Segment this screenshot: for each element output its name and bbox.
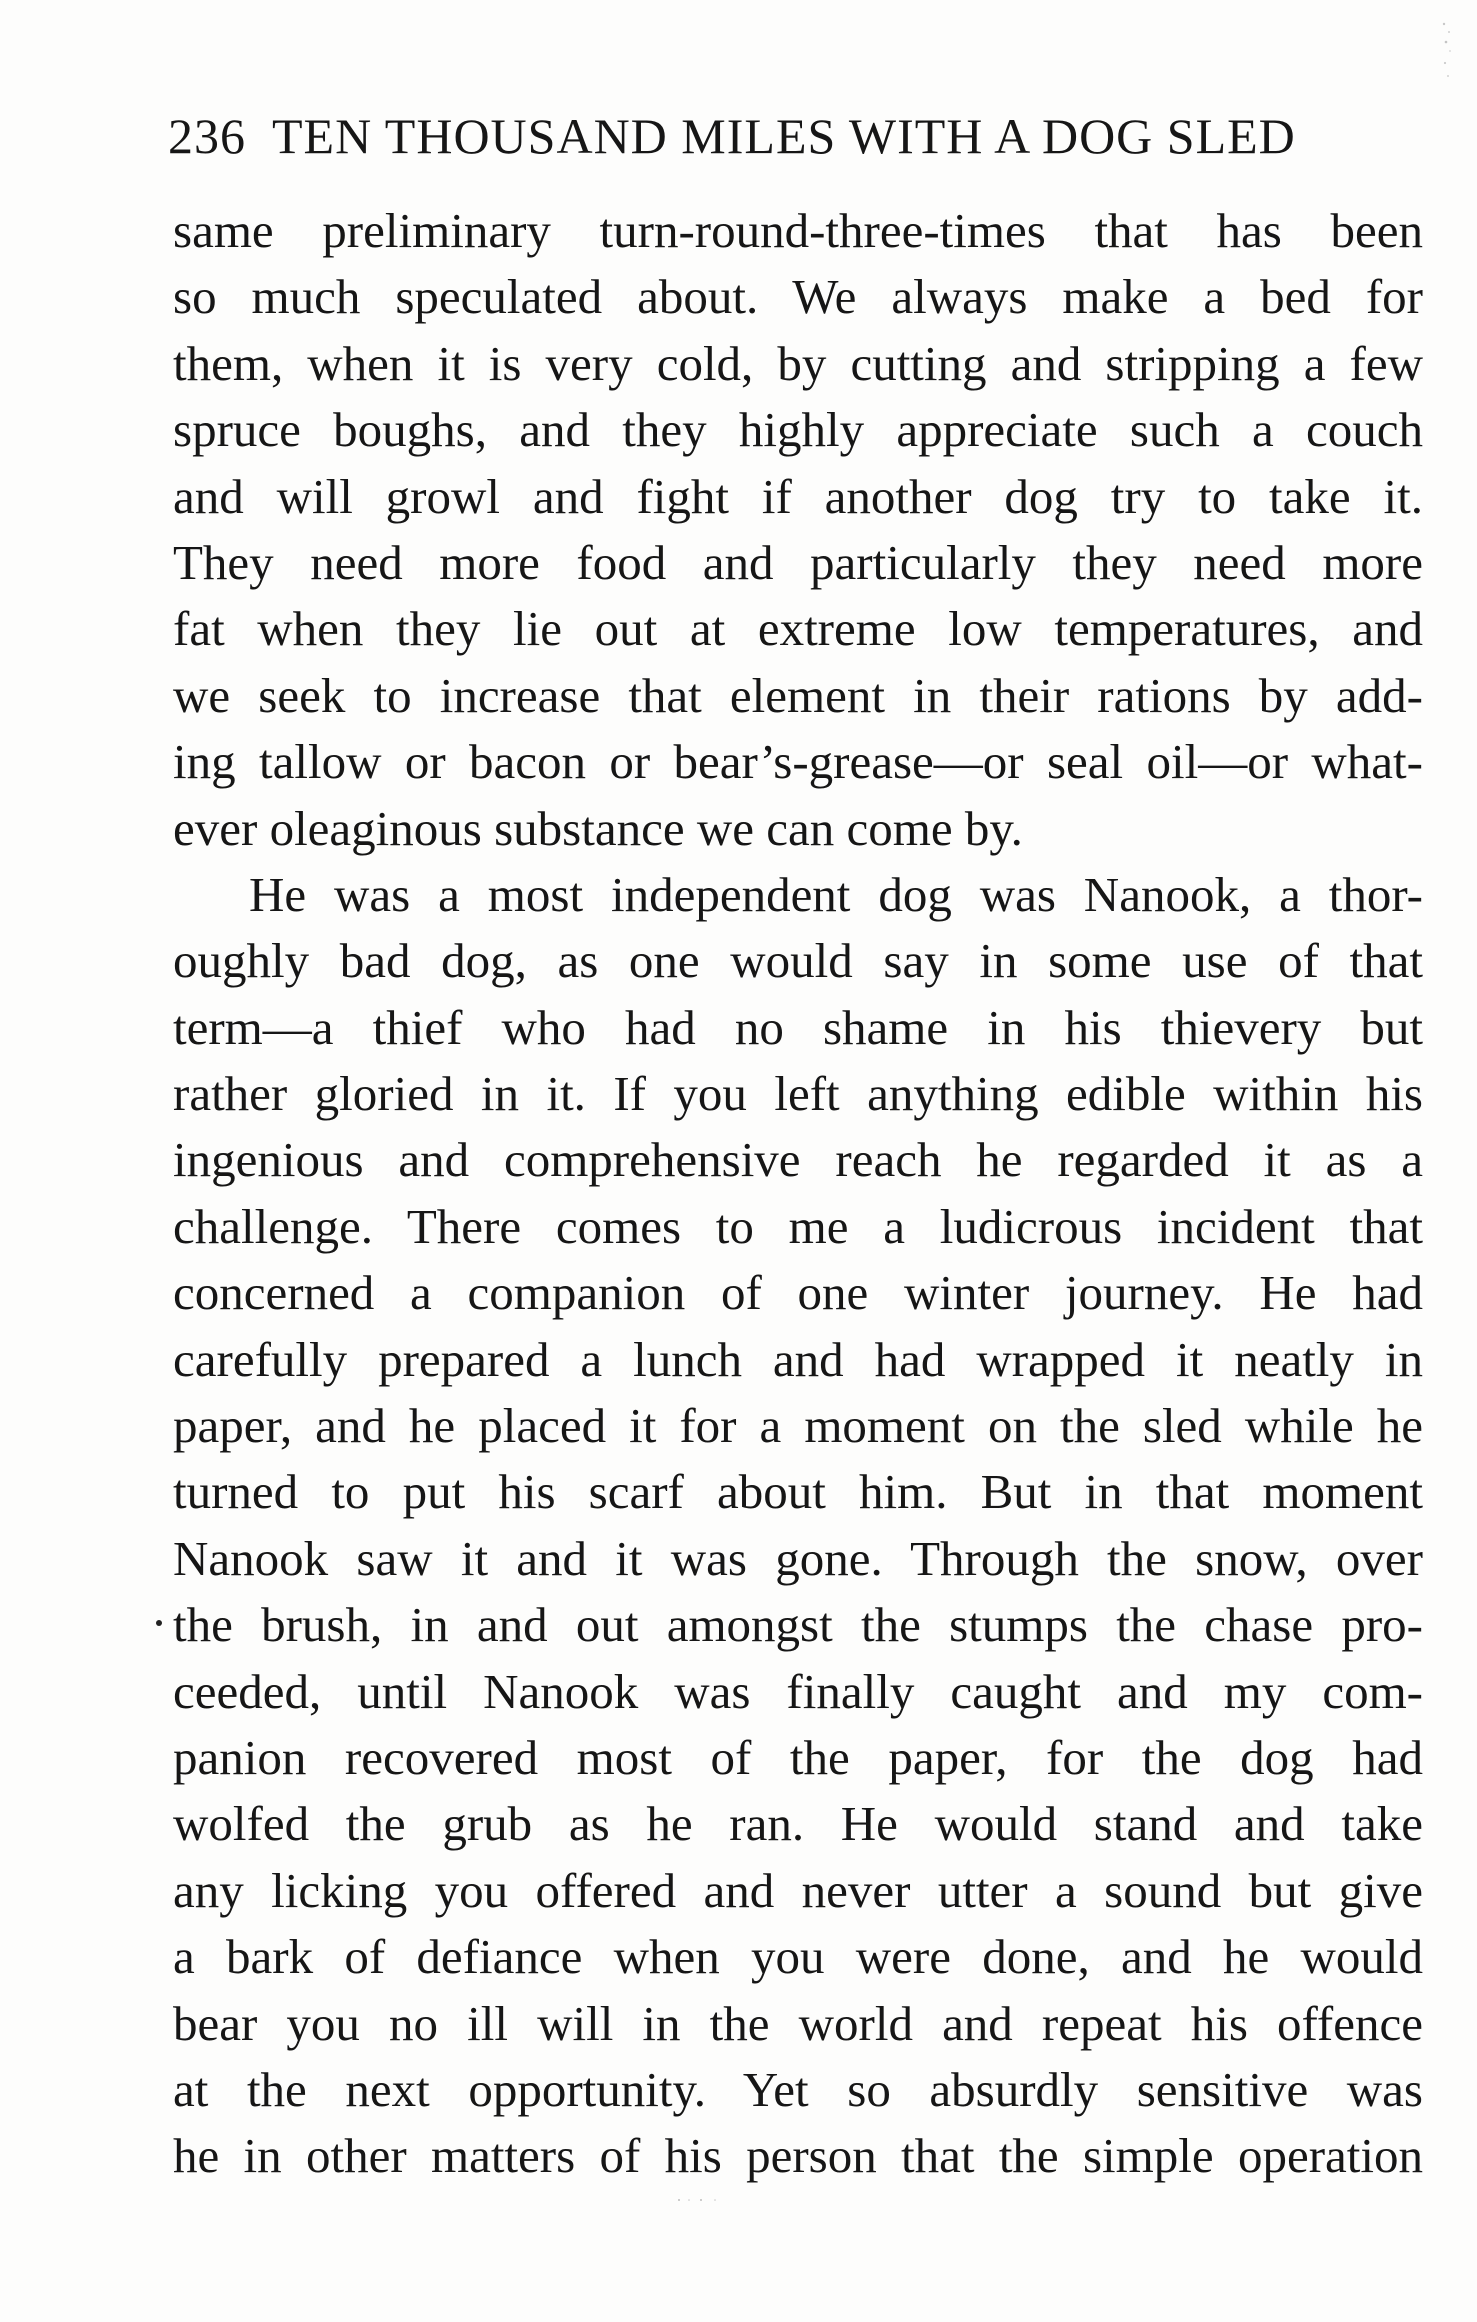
text-line: any licking you offered and never utter a sound but give (173, 1862, 1423, 1918)
text-line: the brush, in and out amongst the stumps the chase pro- (173, 1597, 1423, 1653)
running-title: TEN THOUSAND MILES WITH A DOG SLED (272, 108, 1296, 164)
text-line: rather gloried in it. If you left anything edible within his (173, 1066, 1423, 1122)
paragraph-start-line: He was a most independent dog was Nanook, a thor- (249, 866, 1423, 922)
text-line: Nanook saw it and it was gone. Through the snow, over (173, 1530, 1423, 1586)
paragraph-end-line: ever oleaginous substance we can come by. (173, 800, 1023, 856)
text-line: fat when they lie out at extreme low temperatures, and (173, 601, 1423, 657)
text-line: at the next opportunity. Yet so absurdly sensitive was (173, 2061, 1423, 2117)
text-line: spruce boughs, and they highly appreciate such a couch (173, 402, 1423, 458)
text-line: same preliminary turn-round-three-times that has been (173, 203, 1423, 258)
text-line: ing tallow or bacon or bear’s-grease—or seal oil—or what- (173, 734, 1423, 790)
text-line: and will growl and fight if another dog try to take it. (173, 468, 1423, 524)
margin-specks (1440, 18, 1454, 88)
text-line: paper, and he placed it for a moment on the sled while he (173, 1398, 1423, 1454)
text-line: challenge. There comes to me a ludicrous incident that (173, 1198, 1423, 1254)
body-text (173, 198, 1423, 2190)
text-line: turned to put his scarf about him. But in that moment (173, 1464, 1423, 1520)
running-head (168, 100, 1388, 172)
page-number: 236 (168, 108, 246, 164)
text-line: They need more food and particularly they need more (173, 534, 1423, 590)
margin-dot (156, 1620, 162, 1626)
text-line: carefully prepared a lunch and had wrapped it neatly in (173, 1331, 1423, 1387)
text-line: concerned a companion of one winter journey. He had (173, 1265, 1423, 1321)
text-line: bear you no ill will in the world and repeat his offence (173, 1995, 1423, 2051)
text-line: we seek to increase that element in their rations by add- (173, 667, 1423, 723)
footer-specks (675, 2197, 725, 2203)
text-line: wolfed the grub as he ran. He would stand and take (173, 1796, 1423, 1852)
text-line: so much speculated about. We always make a bed for (173, 269, 1423, 325)
text-line: he in other matters of his person that the simple operation (173, 2128, 1423, 2184)
text-line: them, when it is very cold, by cutting and stripping a few (173, 335, 1423, 391)
text-line: oughly bad dog, as one would say in some use of that (173, 933, 1423, 989)
text-line: a bark of defiance when you were done, and he would (173, 1929, 1423, 1985)
text-line: term—a thief who had no shame in his thievery but (173, 999, 1423, 1055)
text-line: panion recovered most of the paper, for the dog had (173, 1729, 1423, 1785)
text-line: ceeded, until Nanook was finally caught and my com- (173, 1663, 1423, 1719)
text-line: ingenious and comprehensive reach he regarded it as a (173, 1132, 1423, 1188)
